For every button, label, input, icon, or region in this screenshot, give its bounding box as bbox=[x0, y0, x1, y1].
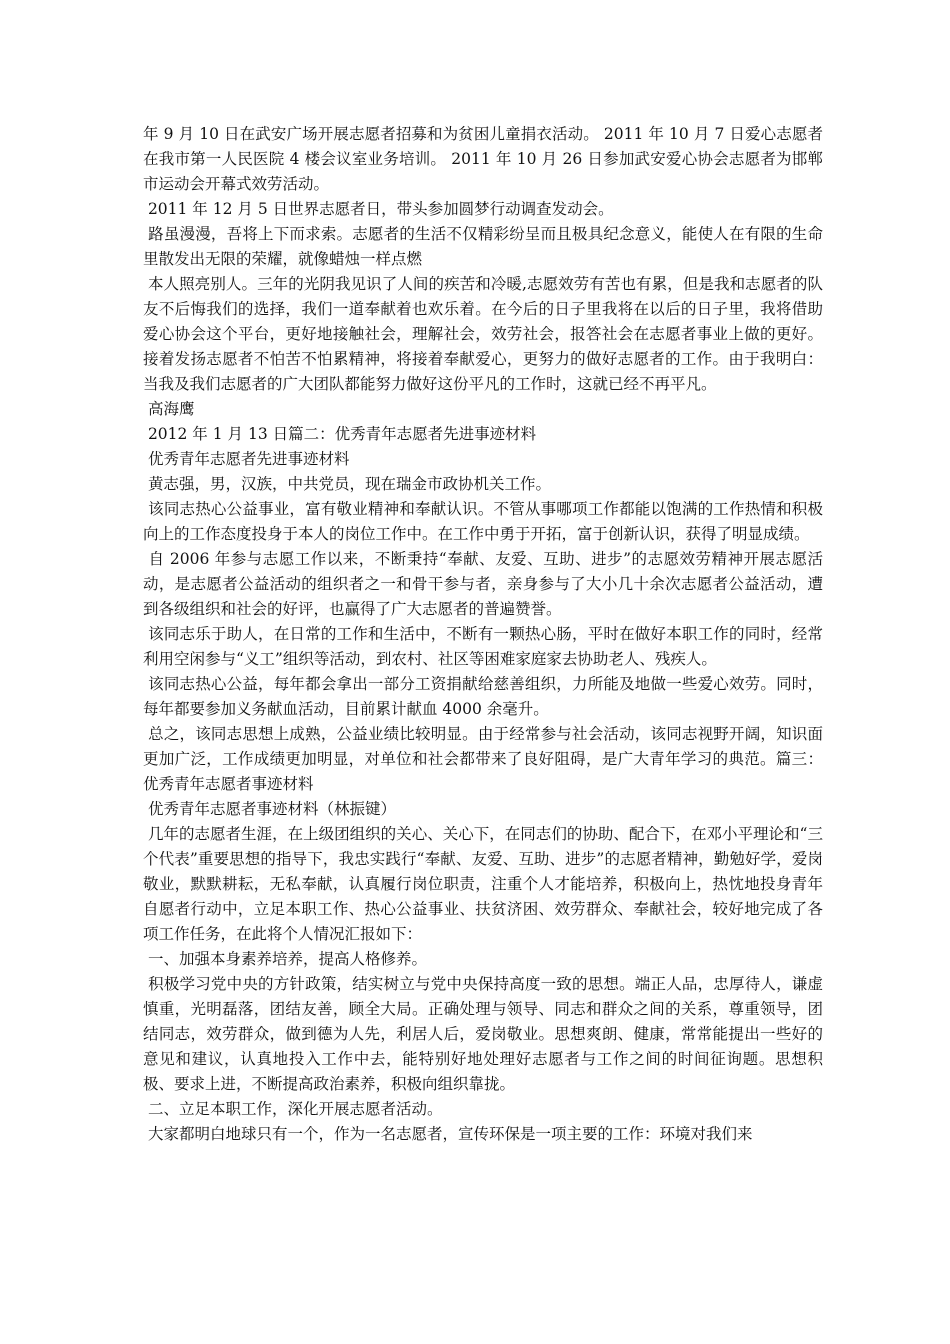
paragraph-1: 年 9 月 10 日在武安广场开展志愿者招募和为贫困儿童捐衣活动。 2011 年 10 月 7 日爱心志愿者在我市第一人民医院 4 楼会议室业务培训。 2011 年 10 月 26 日参加武安爱心协会志愿者为邯郸市运动会开幕式效劳活动。 bbox=[143, 125, 823, 193]
subheading-2: 二、立足本职工作，深化开展志愿者活动。 bbox=[143, 1100, 443, 1118]
subheading-1: 一、加强本身素养培养，提高人格修养。 bbox=[143, 950, 427, 968]
signature-name: 高海鹰 bbox=[143, 400, 195, 418]
paragraph-8: 该同志热心公益事业，富有敬业精神和奉献认识。不管从事哪项工作都能以饱满的工作热情和积极向上的工作态度投身于本人的岗位工作中。在工作中勇于开拓，富于创新认识，获得了明显成绩。 bbox=[143, 500, 823, 543]
paragraph-profile: 黄志强，男，汉族，中共党员，现在瑞金市政协机关工作。 bbox=[143, 475, 551, 493]
section-heading: 优秀青年志愿者先进事迹材料 bbox=[143, 450, 350, 468]
paragraph-10: 该同志乐于助人，在日常的工作和生活中，不断有一颗热心肠，平时在做好本职工作的同时，经常利用空闲参与“义工”组织等活动，到农村、社区等困难家庭家去协助老人、残疾人。 bbox=[143, 625, 823, 668]
paragraph-16: 积极学习党中央的方针政策，结实树立与党中央保持高度一致的思想。端正人品，忠厚待人，谦虚慎重，光明磊落，团结友善，顾全大局。正确处理与领导、同志和群众之间的关系，尊重领导，团结同志，效劳群众，做到德为人先，利居人后，爱岗敬业。思想爽朗、健康，常常能提出一些好的意见和建议，认真地投入工作中去，能特别好地处理好志愿者与工作之间的时间征询题。思想积极、要求上进，不断提高政治素养，积极向组织靠拢。 bbox=[143, 975, 823, 1093]
section-heading-3: 优秀青年志愿者事迹材料（林振键） bbox=[143, 800, 396, 818]
paragraph-14: 几年的志愿者生涯，在上级团组织的关心、关心下，在同志们的协助、配合下，在邓小平理论和“三个代表”重要思想的指导下，我忠实践行“奉献、友爱、互助、进步”的志愿者精神，勤勉好学，爱岗敬业，默默耕耘，无私奉献，认真履行岗位职责，注重个人才能培养，积极向上，热忱地投身青年自愿者行动中，立足本职工作、热心公益事业、扶贫济困、效劳群众、奉献社会，较好地完成了各项工作任务，在此将个人情况汇报如下： bbox=[143, 825, 823, 943]
paragraph-9: 自 2006 年参与志愿工作以来，不断秉持“奉献、友爱、互助、进步”的志愿效劳精神开展志愿活动，是志愿者公益活动的组织者之一和骨干参与者，亲身参与了大小几十余次志愿者公益活动，遭到各级组织和社会的好评，也赢得了广大志愿者的普遍赞誉。 bbox=[143, 550, 823, 618]
document-body bbox=[143, 122, 823, 1147]
paragraph-4: 本人照亮别人。三年的光阴我见识了人间的疾苦和冷暖,志愿效劳有苦也有累，但是我和志愿者的队友不后悔我们的选择，我们一道奉献着也欢乐着。在今后的日子里我将在以后的日子里，我将借助爱心协会这个平台，更好地接触社会，理解社会，效劳社会，报答社会在志愿者事业上做的更好。接着发扬志愿者不怕苦不怕累精神，将接着奉献爱心，更努力的做好志愿者的工作。由于我明白：当我及我们志愿者的广大团队都能努力做好这份平凡的工作时，这就已经不再平凡。 bbox=[143, 275, 823, 393]
paragraph-2: 2011 年 12 月 5 日世界志愿者日，带头参加圆梦行动调查发动会。 bbox=[143, 200, 614, 218]
paragraph-3: 路虽漫漫，吾将上下而求索。志愿者的生活不仅精彩纷呈而且极具纪念意义，能使人在有限的生命里散发出无限的荣耀，就像蜡烛一样点燃 bbox=[143, 225, 823, 268]
paragraph-11: 该同志热心公益，每年都会拿出一部分工资捐献给慈善组织，力所能及地做一些爱心效劳。同时，每年都要参加义务献血活动，目前累计献血 4000 余毫升。 bbox=[143, 675, 823, 718]
paragraph-18: 大家都明白地球只有一个，作为一名志愿者，宣传环保是一项主要的工作：环境对我们来 bbox=[143, 1125, 753, 1143]
date-and-section-title: 2012 年 1 月 13 日篇二：优秀青年志愿者先进事迹材料 bbox=[143, 425, 537, 443]
paragraph-12: 总之，该同志思想上成熟，公益业绩比较明显。由于经常参与社会活动，该同志视野开阔，知识面更加广泛，工作成绩更加明显，对单位和社会都带来了良好阻碍，是广大青年学习的典范。篇三：优秀青年志愿者事迹材料 bbox=[143, 725, 823, 793]
